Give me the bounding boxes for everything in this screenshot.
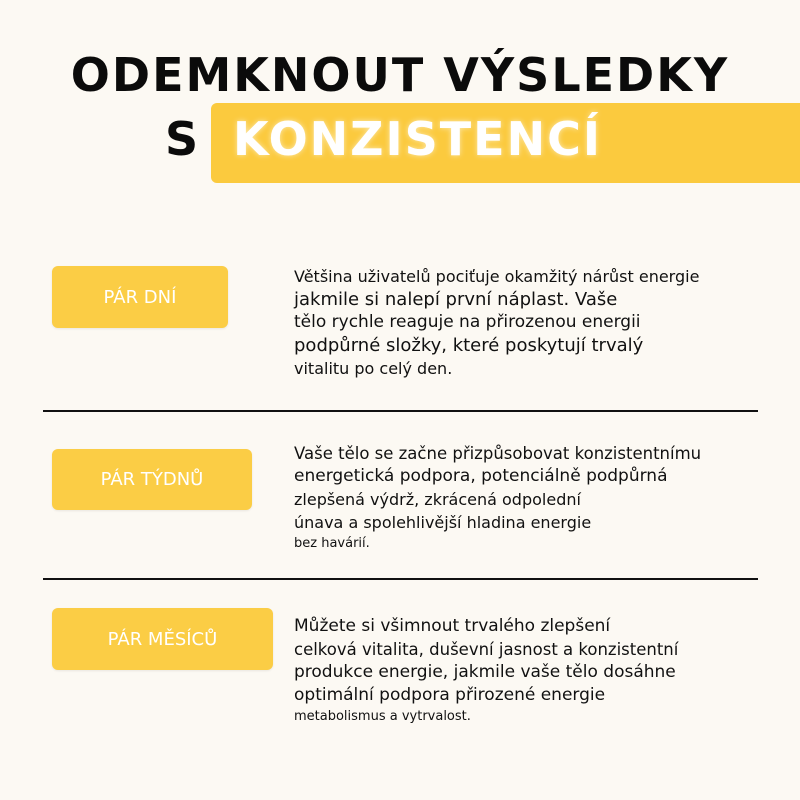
divider [43, 578, 758, 580]
description-line: metabolismus a vytrvalost. [294, 709, 471, 724]
stage-pill-weeks [52, 449, 252, 510]
divider [43, 410, 758, 412]
stage-pill-days [52, 266, 228, 328]
stage-description-weeks [294, 442, 701, 554]
headline-prefix: S [165, 112, 199, 166]
description-line: Vaše tělo se začne přizpůsobovat konzistentnímu [294, 444, 702, 463]
headline-line-1: ODEMKNOUT VÝSLEDKY [70, 48, 730, 102]
stage-pill-label: PÁR DNÍ [103, 286, 177, 308]
description-line: podpůrné složky, které poskytují trvalý [294, 335, 644, 356]
stage-pill-label: PÁR MĚSÍCŮ [107, 628, 218, 650]
description-line: energetická podpora, potenciálně podpůrná [294, 466, 668, 486]
description-line: jakmile si nalepí první náplast. Vaše [294, 289, 618, 310]
stage-description-days [294, 265, 699, 380]
description-line: vitalitu po celý den. [294, 359, 453, 378]
description-line: zlepšená výdrž, zkrácená odpolední [294, 490, 581, 509]
description-line: Můžete si všimnout trvalého zlepšení [294, 616, 611, 636]
stage-pill-label: PÁR TÝDNŮ [100, 469, 204, 490]
stage-pill-months [52, 608, 273, 670]
description-line: produkce energie, jakmile vaše tělo dosáhne [294, 662, 676, 682]
description-line: celková vitalita, duševní jasnost a konzistentní [294, 640, 679, 659]
description-line: Většina uživatelů pociťuje okamžitý nárůst energie [294, 267, 700, 286]
headline-highlight-text: KONZISTENCÍ [233, 112, 602, 166]
stage-description-months [294, 615, 678, 727]
description-line: únava a spolehlivější hladina energie [294, 513, 592, 532]
description-line: tělo rychle reaguje na přirozenou energii [294, 312, 641, 332]
description-line: optimální podpora přirozené energie [294, 685, 606, 705]
description-line: bez havárií. [294, 536, 370, 551]
